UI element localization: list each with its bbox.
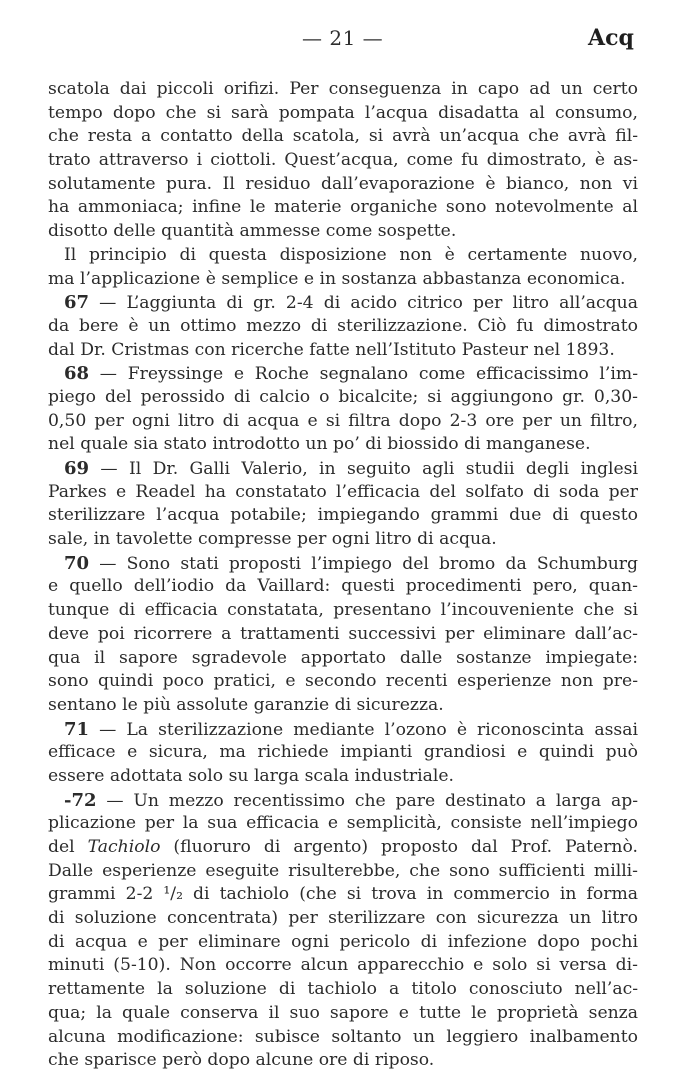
line-text: trato attraverso i ciottoli. Quest’acqua, come fu dimostrato, è as- (48, 150, 638, 171)
text-line (48, 623, 638, 647)
text-line (48, 1026, 638, 1050)
line-text: che sparisce però dopo alcune ore di riposo. (48, 1050, 435, 1071)
text-line (48, 291, 638, 315)
line-text: — Un mezzo recentissimo che pare destinato a larga ap- (96, 790, 638, 811)
text-line (48, 765, 638, 789)
line-text: deve poi ricorrere a trattamenti successivi per eliminare dall’ac- (48, 623, 638, 644)
line-text: dal Dr. Cristmas con ricerche fatte nell’Istituto Pasteur nel 1893. (48, 339, 615, 360)
text-line (48, 315, 638, 339)
text-line (48, 718, 638, 742)
text-line (48, 149, 638, 173)
text-line (48, 362, 638, 386)
line-text: Il principio di questa disposizione non è certamente nuovo, (64, 244, 638, 265)
text-line (48, 647, 638, 671)
line-text: qua il sapore sgradevole apportato dalle sostanze impiegate: (48, 647, 638, 668)
text-line (48, 220, 638, 244)
line-text: qua; la quale conserva il suo sapore e tutte le proprietà senza (48, 1002, 638, 1023)
line-text: di acqua e per eliminare ogni pericolo di infezione dopo pochi (48, 931, 638, 952)
text-line (48, 812, 638, 836)
line-text: minuti (5-10). Non occorre alcun apparecchio e solo si versa di- (48, 955, 638, 976)
page-header (0, 22, 700, 56)
text-line (48, 575, 638, 599)
line-text: rettamente la soluzione di tachiolo a titolo conosciuto nell’ac- (48, 979, 638, 1000)
line-text: alcuna modificazione: subisce soltanto un leggiero inalbamento (48, 1026, 638, 1047)
line-text: di soluzione concentrata) per sterilizzare con sicurezza un litro (48, 908, 638, 929)
section-number: -72 (64, 789, 97, 811)
text-line (48, 386, 638, 410)
text-line (48, 907, 638, 931)
text-line (48, 244, 638, 268)
line-text-tail: (fluoruro di argento) proposto dal Prof. Paternò. (160, 837, 638, 857)
text-line (48, 883, 638, 907)
text-line (48, 670, 638, 694)
text-line (48, 125, 638, 149)
section-number: 70 (64, 552, 90, 574)
text-line (48, 552, 638, 576)
line-text: piego del perossido di calcio o bicalcite; si aggiungono gr. 0,30- (48, 386, 638, 407)
section-number: 67 (64, 292, 90, 314)
text-line (48, 860, 638, 884)
text-line (48, 694, 638, 718)
text-line (48, 481, 638, 505)
text-line (48, 410, 638, 434)
line-text: efficace e sicura, ma richiede impianti grandiosi e quindi può (48, 742, 638, 763)
line-text: grammi 2-2 ¹/₂ di tachiolo (che si trova in commercio in forma (48, 884, 638, 905)
text-line (48, 196, 638, 220)
section-number: 68 (64, 363, 90, 385)
text-line (48, 931, 638, 955)
line-text: e quello dell’iodio da Vaillard: questi procedimenti pero, quan- (48, 576, 638, 597)
line-text: — Freyssinge e Roche segnalano come efficacissimo l’im- (89, 364, 638, 385)
section-number: 71 (64, 718, 90, 740)
line-text: disotto delle quantità ammesse come sospette. (48, 221, 457, 242)
text-line (48, 173, 638, 197)
line-text: sterilizzare l’acqua potabile; impiegando grammi due di questo (48, 505, 638, 526)
page-number: — 21 — (302, 26, 384, 50)
text-line (48, 433, 638, 457)
text-line (48, 741, 638, 765)
running-head: Acq (588, 25, 634, 51)
line-text: scatola dai piccoli orifizi. Per conseguenza in capo ad un certo (48, 79, 638, 99)
line-text: che resta a contatto della scatola, si avrà un’acqua che avrà fil- (48, 126, 638, 147)
italic-term: Tachiolo (87, 837, 161, 857)
line-text: sale, in tavolette compresse per ogni litro di acqua. (48, 529, 497, 550)
text-line (48, 836, 638, 860)
line-text: plicazione per la sua efficacia e semplicità, consiste nell’impiego (48, 813, 638, 834)
text-line (48, 457, 638, 481)
line-text: del (48, 837, 88, 857)
line-text: — Il Dr. Galli Valerio, in seguito agli studii degli inglesi (89, 459, 638, 479)
line-text: tunque di efficacia constatata, presentano l’incouveniente che si (48, 600, 638, 621)
text-line (48, 789, 638, 813)
line-text: 0,50 per ogni litro di acqua e si filtra dopo 2-3 ore per un filtro, (48, 410, 638, 431)
text-line (48, 339, 638, 363)
line-text: sono quindi poco pratici, e secondo recenti esperienze non pre- (48, 671, 638, 692)
line-text: tempo dopo che si sarà pompata l’acqua disadatta al consumo, (48, 102, 638, 123)
text-line (48, 1002, 638, 1026)
line-text: ha ammoniaca; infine le materie organiche sono notevolmente al (48, 197, 638, 218)
line-text: — La sterilizzazione mediante l’ozono è riconoscinta assai (89, 719, 638, 740)
text-line (48, 528, 638, 552)
text-line (48, 978, 638, 1002)
section-number: 69 (64, 458, 90, 479)
line-text: essere adottata solo su larga scala industriale. (48, 765, 454, 786)
text-line (48, 954, 638, 978)
line-text: da bere è un ottimo mezzo di sterilizzazione. Ciò fu dimostrato (48, 315, 638, 336)
text-line (48, 599, 638, 623)
line-text: — L’aggiunta di gr. 2-4 di acido citrico per litro all’acqua (89, 293, 638, 314)
line-text: Dalle esperienze eseguite risulterebbe, che sono sufficienti milli- (48, 860, 638, 881)
text-line (48, 102, 638, 126)
line-text: solutamente pura. Il residuo dall’evaporazione è bianco, non vi (48, 173, 638, 194)
text-line (48, 78, 638, 102)
line-text: nel quale sia stato introdotto un po’ di biossido di manganese. (48, 434, 591, 455)
body-text (48, 78, 638, 1073)
text-line (48, 504, 638, 528)
text-line (48, 268, 638, 292)
line-text: sentano le più assolute garanzie di sicurezza. (48, 694, 444, 715)
text-line (48, 1049, 638, 1073)
line-text: — Sono stati proposti l’impiego del bromo da Schumburg (89, 553, 638, 574)
line-text: Parkes e Readel ha constatato l’efficacia del solfato di soda per (48, 481, 638, 502)
line-text: ma l’applicazione è semplice e in sostanza abbastanza economica. (48, 268, 626, 289)
